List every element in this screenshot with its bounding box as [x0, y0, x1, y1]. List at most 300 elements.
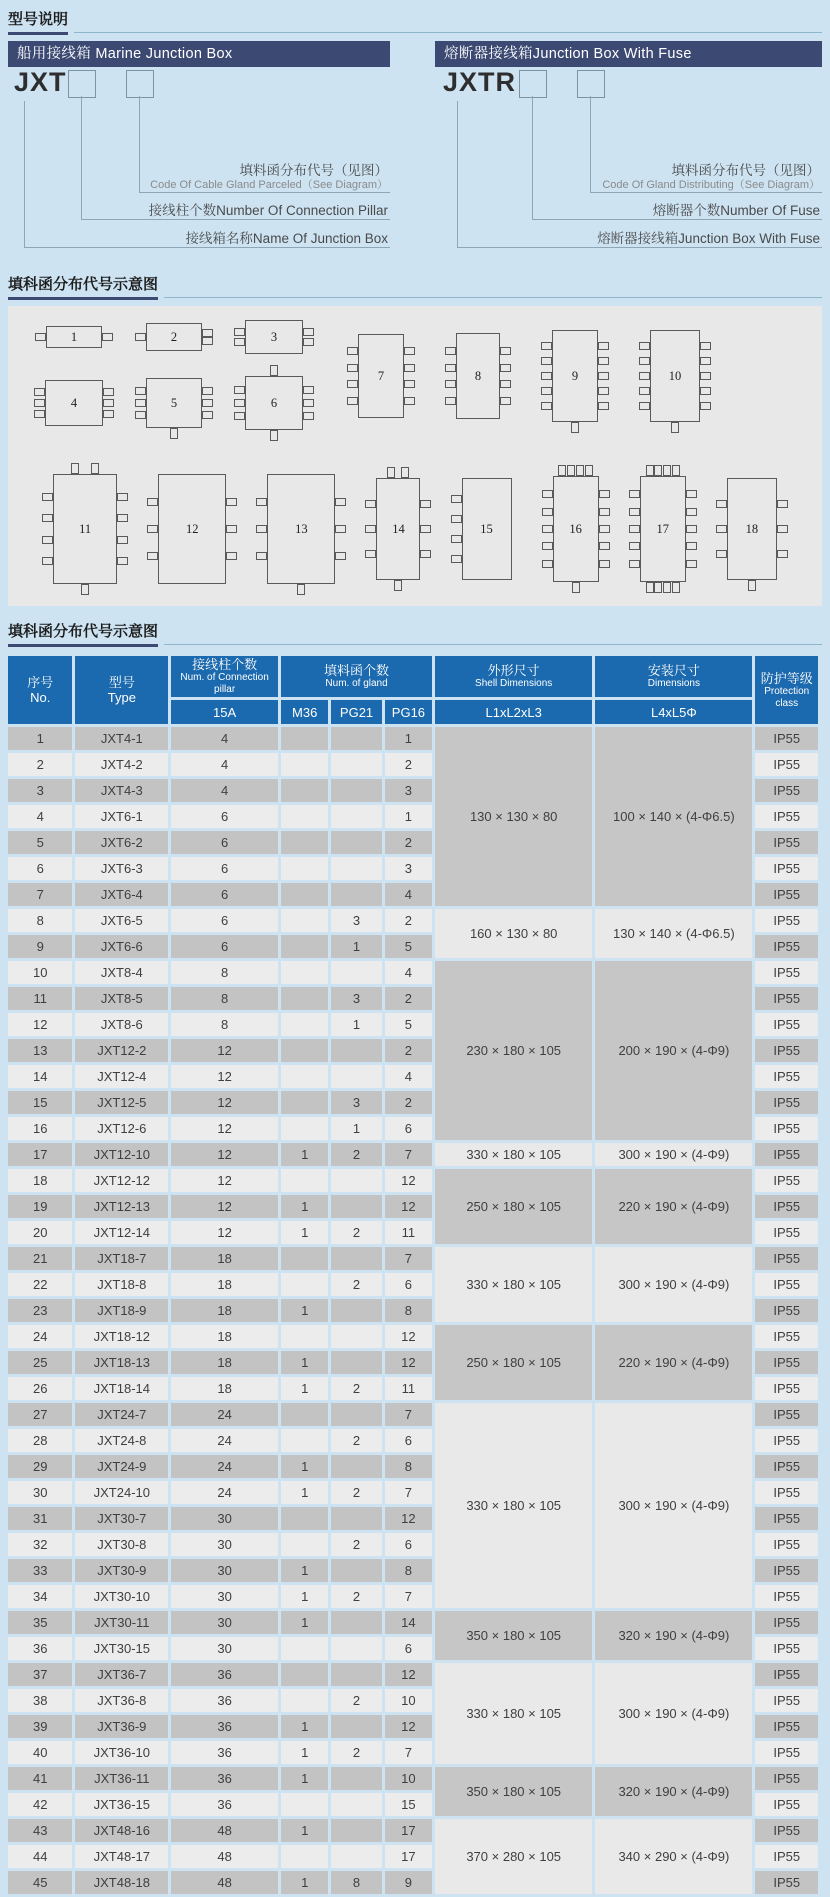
- cell-no: 11: [8, 987, 72, 1010]
- col-header-pillar: [171, 656, 278, 697]
- cell-gland-m36: [281, 1091, 328, 1114]
- cell-no: 26: [8, 1377, 72, 1400]
- gland-code-diagram-4: [45, 380, 103, 426]
- table-row: [8, 909, 818, 932]
- col-header-mount: [595, 656, 752, 697]
- marine-legend-body: [8, 67, 390, 259]
- cell-mount-dimensions: 130 × 140 × (4-Φ6.5): [595, 909, 752, 958]
- cell-gland-pg16: 5: [385, 1013, 432, 1036]
- gland-tab: [451, 515, 462, 523]
- gland-code-diagram-16: [553, 476, 599, 582]
- gland-tab: [226, 498, 237, 506]
- cell-shell-dimensions: 130 × 130 × 80: [435, 727, 592, 906]
- gland-tab: [777, 500, 788, 508]
- gland-tab: [202, 399, 213, 407]
- cell-mount-dimensions: 300 × 190 × (4-Φ9): [595, 1663, 752, 1764]
- cell-type: JXT30-9: [75, 1559, 168, 1582]
- gland-tab: [147, 552, 158, 560]
- cell-gland-m36: [281, 1689, 328, 1712]
- cell-gland-m36: [281, 1039, 328, 1062]
- gland-tab: [335, 525, 346, 533]
- spec-table: [5, 653, 821, 1897]
- gland-tab: [672, 582, 680, 593]
- gland-code-box: [577, 70, 605, 98]
- cell-pillar-15a: 18: [171, 1351, 278, 1374]
- cell-protection-class: IP55: [755, 1611, 818, 1634]
- cell-type: JXT48-17: [75, 1845, 168, 1868]
- table-title: 填科函分布代号示意图: [8, 620, 158, 647]
- gland-tab: [451, 535, 462, 543]
- cell-gland-pg21: [331, 1039, 381, 1062]
- gland-tab: [117, 493, 128, 501]
- gland-tab: [365, 500, 376, 508]
- cell-no: 34: [8, 1585, 72, 1608]
- gland-tab: [639, 372, 650, 380]
- cell-type: JXT6-3: [75, 857, 168, 880]
- gland-tab: [748, 580, 756, 591]
- legend-branch-box-name: [24, 231, 390, 248]
- gland-tab: [541, 402, 552, 410]
- cell-gland-pg21: [331, 727, 381, 750]
- gland-tab: [102, 333, 113, 341]
- cell-gland-m36: 1: [281, 1143, 328, 1166]
- cell-type: JXT12-6: [75, 1117, 168, 1140]
- cell-no: 7: [8, 883, 72, 906]
- cell-mount-dimensions: 300 × 190 × (4-Φ9): [595, 1143, 752, 1166]
- fuse-junction-box-legend: [435, 41, 822, 259]
- cell-gland-m36: [281, 1663, 328, 1686]
- cell-gland-pg21: 2: [331, 1221, 381, 1244]
- diagram-row-a-left: [12, 320, 324, 430]
- cell-protection-class: IP55: [755, 883, 818, 906]
- table-row: [8, 1169, 818, 1192]
- diagram-codes-11-18: [12, 460, 818, 590]
- gland-code-diagram-7: [358, 334, 404, 418]
- header-label-zh: 外形尺寸: [487, 663, 540, 678]
- cell-gland-m36: 1: [281, 1559, 328, 1582]
- cell-gland-m36: [281, 727, 328, 750]
- gland-tab: [558, 465, 566, 476]
- header-label-zh: 序号: [27, 675, 54, 690]
- cell-pillar-15a: 6: [171, 831, 278, 854]
- col-header-gland: [281, 656, 432, 697]
- cell-gland-m36: 1: [281, 1715, 328, 1738]
- cell-no: 1: [8, 727, 72, 750]
- gland-tab: [686, 490, 697, 498]
- cell-gland-pg21: 3: [331, 987, 381, 1010]
- gland-tab: [42, 536, 53, 544]
- diagram-number: 1: [70, 329, 78, 344]
- cell-protection-class: IP55: [755, 1143, 818, 1166]
- gland-code-diagram-15: [462, 478, 512, 580]
- cell-pillar-15a: 18: [171, 1299, 278, 1322]
- gland-tab: [598, 372, 609, 380]
- cell-mount-dimensions: 340 × 290 × (4-Φ9): [595, 1819, 752, 1894]
- cell-gland-pg16: 12: [385, 1663, 432, 1686]
- gland-tab: [420, 550, 431, 558]
- cell-type: JXT12-14: [75, 1221, 168, 1244]
- gland-tab: [270, 365, 278, 376]
- cell-type: JXT12-13: [75, 1195, 168, 1218]
- title-rule: [164, 297, 822, 298]
- cell-gland-pg16: 10: [385, 1689, 432, 1712]
- cell-type: JXT18-9: [75, 1299, 168, 1322]
- cell-protection-class: IP55: [755, 1819, 818, 1842]
- cell-protection-class: IP55: [755, 1767, 818, 1790]
- table-row: [8, 1663, 818, 1686]
- col-header-type: [75, 656, 168, 724]
- cell-gland-pg21: 2: [331, 1533, 381, 1556]
- cell-protection-class: IP55: [755, 1273, 818, 1296]
- gland-tab: [671, 422, 679, 433]
- cell-gland-pg21: [331, 779, 381, 802]
- gland-tab: [103, 410, 114, 418]
- col-header-no: [8, 656, 72, 724]
- cell-protection-class: IP55: [755, 1195, 818, 1218]
- cell-gland-pg16: 7: [385, 1403, 432, 1426]
- cell-pillar-15a: 36: [171, 1663, 278, 1686]
- cell-no: 44: [8, 1845, 72, 1868]
- cell-gland-pg16: 9: [385, 1871, 432, 1894]
- cell-shell-dimensions: 330 × 180 × 105: [435, 1247, 592, 1322]
- gland-tab: [135, 411, 146, 419]
- cell-gland-pg21: 3: [331, 909, 381, 932]
- gland-tab: [700, 357, 711, 365]
- model-code-jxt: JXT: [14, 67, 67, 97]
- cell-gland-pg16: 8: [385, 1559, 432, 1582]
- cell-shell-dimensions: 230 × 180 × 105: [435, 961, 592, 1140]
- cell-protection-class: IP55: [755, 1377, 818, 1400]
- table-row: [8, 1403, 818, 1426]
- cell-type: JXT36-9: [75, 1715, 168, 1738]
- cell-protection-class: IP55: [755, 1117, 818, 1140]
- cell-protection-class: IP55: [755, 1689, 818, 1712]
- cell-mount-dimensions: 320 × 190 × (4-Φ9): [595, 1611, 752, 1660]
- gland-tab: [542, 525, 553, 533]
- gland-tab: [500, 347, 511, 355]
- gland-tab: [81, 584, 89, 595]
- gland-tab: [654, 582, 662, 593]
- cell-shell-dimensions: 370 × 280 × 105: [435, 1819, 592, 1894]
- gland-tab: [404, 364, 415, 372]
- cell-pillar-15a: 12: [171, 1195, 278, 1218]
- cell-gland-pg21: 2: [331, 1481, 381, 1504]
- gland-tab: [542, 542, 553, 550]
- cell-type: JXT6-1: [75, 805, 168, 828]
- gland-code-diagram-2: [146, 323, 202, 351]
- cell-shell-dimensions: 330 × 180 × 105: [435, 1143, 592, 1166]
- table-section-title: [8, 620, 822, 647]
- cell-type: JXT18-12: [75, 1325, 168, 1348]
- cell-gland-pg21: [331, 1299, 381, 1322]
- sub-header-pg16: PG16: [385, 700, 432, 724]
- gland-tab: [256, 498, 267, 506]
- cell-no: 10: [8, 961, 72, 984]
- gland-tab: [646, 582, 654, 593]
- cell-gland-m36: [281, 961, 328, 984]
- gland-tab: [365, 550, 376, 558]
- cell-gland-pg16: 2: [385, 1039, 432, 1062]
- header-label-en: No.: [30, 690, 51, 705]
- diagram-number: 10: [668, 368, 682, 383]
- cell-no: 41: [8, 1767, 72, 1790]
- cell-mount-dimensions: 300 × 190 × (4-Φ9): [595, 1247, 752, 1322]
- sub-header-15a: 15A: [171, 700, 278, 724]
- branch-label-zh: 接线柱个数Number Of Connection Pillar: [148, 203, 388, 218]
- header-label-en: Num. of gland: [325, 678, 388, 689]
- gland-tab: [170, 428, 178, 439]
- gland-code-diagram-1: [46, 326, 102, 348]
- cell-pillar-15a: 24: [171, 1455, 278, 1478]
- cell-gland-m36: 1: [281, 1351, 328, 1374]
- cell-gland-pg21: 1: [331, 1013, 381, 1036]
- header-label-en: Shell Dimensions: [475, 678, 553, 689]
- cell-no: 16: [8, 1117, 72, 1140]
- gland-tab: [147, 525, 158, 533]
- cell-gland-pg21: [331, 1325, 381, 1348]
- gland-tab: [700, 342, 711, 350]
- cell-gland-pg16: 4: [385, 961, 432, 984]
- marine-junction-box-header: 船用接线箱 Marine Junction Box: [8, 41, 390, 67]
- gland-tab: [445, 397, 456, 405]
- connector-line: [24, 101, 25, 248]
- diagram-section-title: [8, 273, 822, 300]
- cell-pillar-15a: 30: [171, 1585, 278, 1608]
- cell-no: 20: [8, 1221, 72, 1244]
- gland-tab: [117, 536, 128, 544]
- cell-protection-class: IP55: [755, 1091, 818, 1114]
- cell-no: 40: [8, 1741, 72, 1764]
- gland-tab: [335, 552, 346, 560]
- gland-tab: [777, 525, 788, 533]
- legend-branch-gland-code: [139, 163, 390, 193]
- gland-tab: [598, 387, 609, 395]
- cell-gland-pg16: 7: [385, 1143, 432, 1166]
- cell-gland-m36: 1: [281, 1377, 328, 1400]
- gland-code-diagram-6: [245, 376, 303, 430]
- cell-type: JXT8-5: [75, 987, 168, 1010]
- cell-gland-m36: [281, 935, 328, 958]
- cell-protection-class: IP55: [755, 1663, 818, 1686]
- gland-tab: [500, 364, 511, 372]
- cell-gland-pg16: 6: [385, 1117, 432, 1140]
- cell-gland-pg21: [331, 753, 381, 776]
- pillar-count-box: [68, 70, 96, 98]
- gland-code-diagram-13: [267, 474, 335, 584]
- cell-gland-pg21: [331, 1247, 381, 1270]
- header-label-en: Protection class: [764, 685, 810, 709]
- gland-tab: [34, 410, 45, 418]
- cell-gland-pg16: 4: [385, 883, 432, 906]
- gland-tab: [629, 542, 640, 550]
- cell-gland-pg21: [331, 1715, 381, 1738]
- cell-gland-m36: 1: [281, 1195, 328, 1218]
- cell-protection-class: IP55: [755, 1481, 818, 1504]
- gland-tab: [34, 399, 45, 407]
- connector-line: [532, 96, 533, 220]
- cell-type: JXT36-8: [75, 1689, 168, 1712]
- sub-header-pg21: PG21: [331, 700, 381, 724]
- cell-type: JXT48-16: [75, 1819, 168, 1842]
- gland-code-diagram-14: [376, 478, 420, 580]
- cell-protection-class: IP55: [755, 1065, 818, 1088]
- cell-pillar-15a: 12: [171, 1143, 278, 1166]
- cell-pillar-15a: 12: [171, 1169, 278, 1192]
- cell-gland-m36: [281, 1533, 328, 1556]
- cell-type: JXT30-15: [75, 1637, 168, 1660]
- cell-no: 38: [8, 1689, 72, 1712]
- cell-pillar-15a: 12: [171, 1221, 278, 1244]
- cell-gland-pg21: 1: [331, 1117, 381, 1140]
- cell-pillar-15a: 36: [171, 1715, 278, 1738]
- cell-type: JXT18-7: [75, 1247, 168, 1270]
- cell-gland-pg16: 12: [385, 1351, 432, 1374]
- gland-tab: [303, 338, 314, 346]
- cell-protection-class: IP55: [755, 987, 818, 1010]
- cell-no: 22: [8, 1273, 72, 1296]
- cell-type: JXT30-7: [75, 1507, 168, 1530]
- gland-tab: [303, 328, 314, 336]
- gland-tab: [629, 525, 640, 533]
- gland-tab: [639, 402, 650, 410]
- cell-gland-pg21: 1: [331, 935, 381, 958]
- cell-pillar-15a: 18: [171, 1273, 278, 1296]
- gland-code-diagram-3: [245, 320, 303, 354]
- cell-no: 39: [8, 1715, 72, 1738]
- cell-pillar-15a: 12: [171, 1039, 278, 1062]
- cell-shell-dimensions: 330 × 180 × 105: [435, 1663, 592, 1764]
- gland-tab: [716, 525, 727, 533]
- cell-type: JXT6-2: [75, 831, 168, 854]
- cell-gland-m36: 1: [281, 1221, 328, 1244]
- gland-tab: [135, 333, 146, 341]
- cell-gland-m36: [281, 1117, 328, 1140]
- gland-tab: [572, 582, 580, 593]
- cell-mount-dimensions: 220 × 190 × (4-Φ9): [595, 1325, 752, 1400]
- cell-gland-pg16: 15: [385, 1793, 432, 1816]
- diagram-number: 5: [170, 395, 178, 410]
- cell-gland-m36: [281, 1247, 328, 1270]
- gland-tab: [303, 399, 314, 407]
- cell-gland-pg21: [331, 1559, 381, 1582]
- cell-no: 42: [8, 1793, 72, 1816]
- gland-tab: [585, 465, 593, 476]
- header-label-zh: 安装尺寸: [647, 663, 700, 678]
- cell-gland-pg16: 2: [385, 753, 432, 776]
- cell-gland-pg21: [331, 1351, 381, 1374]
- gland-tab: [91, 463, 99, 474]
- cell-gland-pg21: [331, 961, 381, 984]
- gland-tab: [599, 560, 610, 568]
- cell-mount-dimensions: 220 × 190 × (4-Φ9): [595, 1169, 752, 1244]
- gland-tab: [135, 387, 146, 395]
- cell-type: JXT48-18: [75, 1871, 168, 1894]
- cell-type: JXT24-10: [75, 1481, 168, 1504]
- branch-label-zh: 填料函分布代号（见图）: [239, 163, 388, 178]
- cell-gland-m36: [281, 1845, 328, 1868]
- cell-gland-m36: 1: [281, 1585, 328, 1608]
- cell-type: JXT24-7: [75, 1403, 168, 1426]
- gland-tab: [270, 430, 278, 441]
- gland-tab: [234, 328, 245, 336]
- gland-code-diagram-panel: [8, 306, 822, 606]
- diagram-codes-4-6: [24, 376, 324, 430]
- cell-gland-pg16: 12: [385, 1195, 432, 1218]
- cell-protection-class: IP55: [755, 1351, 818, 1374]
- diagram-number: 11: [79, 521, 92, 536]
- table-row: [8, 1767, 818, 1790]
- cell-gland-pg16: 8: [385, 1455, 432, 1478]
- gland-code-diagram-10: [650, 330, 700, 422]
- cell-gland-pg16: 6: [385, 1273, 432, 1296]
- cell-gland-pg21: [331, 1767, 381, 1790]
- cell-gland-m36: [281, 831, 328, 854]
- cell-no: 24: [8, 1325, 72, 1348]
- cell-gland-m36: [281, 1013, 328, 1036]
- fuse-junction-box-header: 熔断器接线箱Junction Box With Fuse: [435, 41, 822, 67]
- table-row: [8, 1819, 818, 1842]
- gland-tab: [541, 357, 552, 365]
- cell-protection-class: IP55: [755, 961, 818, 984]
- cell-pillar-15a: 6: [171, 857, 278, 880]
- diagram-number: 2: [170, 329, 178, 344]
- cell-type: JXT8-4: [75, 961, 168, 984]
- cell-gland-pg16: 7: [385, 1247, 432, 1270]
- cell-type: JXT4-3: [75, 779, 168, 802]
- cell-type: JXT4-1: [75, 727, 168, 750]
- diagram-number: 9: [571, 368, 579, 383]
- table-row: [8, 1143, 818, 1166]
- cell-mount-dimensions: 300 × 190 × (4-Φ9): [595, 1403, 752, 1608]
- cell-gland-pg16: 4: [385, 1065, 432, 1088]
- cell-pillar-15a: 30: [171, 1507, 278, 1530]
- gland-tab: [42, 493, 53, 501]
- gland-code-diagram-8: [456, 333, 500, 419]
- gland-tab: [639, 357, 650, 365]
- cell-gland-pg21: [331, 1663, 381, 1686]
- cell-pillar-15a: 4: [171, 753, 278, 776]
- cell-pillar-15a: 6: [171, 883, 278, 906]
- gland-tab: [598, 342, 609, 350]
- cell-shell-dimensions: 250 × 180 × 105: [435, 1169, 592, 1244]
- cell-protection-class: IP55: [755, 1559, 818, 1582]
- cell-gland-pg16: 12: [385, 1325, 432, 1348]
- gland-tab: [500, 380, 511, 388]
- cell-gland-m36: 1: [281, 1871, 328, 1894]
- gland-tab: [542, 490, 553, 498]
- diagram-number: 7: [377, 368, 385, 383]
- gland-tab: [234, 412, 245, 420]
- cell-shell-dimensions: 350 × 180 × 105: [435, 1611, 592, 1660]
- table-row: [8, 1247, 818, 1270]
- gland-tab: [445, 364, 456, 372]
- cell-gland-m36: 1: [281, 1767, 328, 1790]
- cell-no: 9: [8, 935, 72, 958]
- gland-tab: [202, 387, 213, 395]
- gland-tab: [347, 347, 358, 355]
- cell-gland-pg16: 6: [385, 1637, 432, 1660]
- header-label-en: Num. of Connection pillar: [180, 672, 269, 695]
- title-rule: [164, 644, 822, 645]
- cell-type: JXT24-8: [75, 1429, 168, 1452]
- cell-gland-pg16: 5: [385, 935, 432, 958]
- cell-no: 32: [8, 1533, 72, 1556]
- diagram-number: 18: [745, 521, 759, 536]
- cell-gland-m36: [281, 987, 328, 1010]
- cell-gland-pg16: 11: [385, 1377, 432, 1400]
- cell-pillar-15a: 30: [171, 1533, 278, 1556]
- branch-label-en: Code Of Cable Gland Parceled（See Diagram）: [150, 179, 388, 191]
